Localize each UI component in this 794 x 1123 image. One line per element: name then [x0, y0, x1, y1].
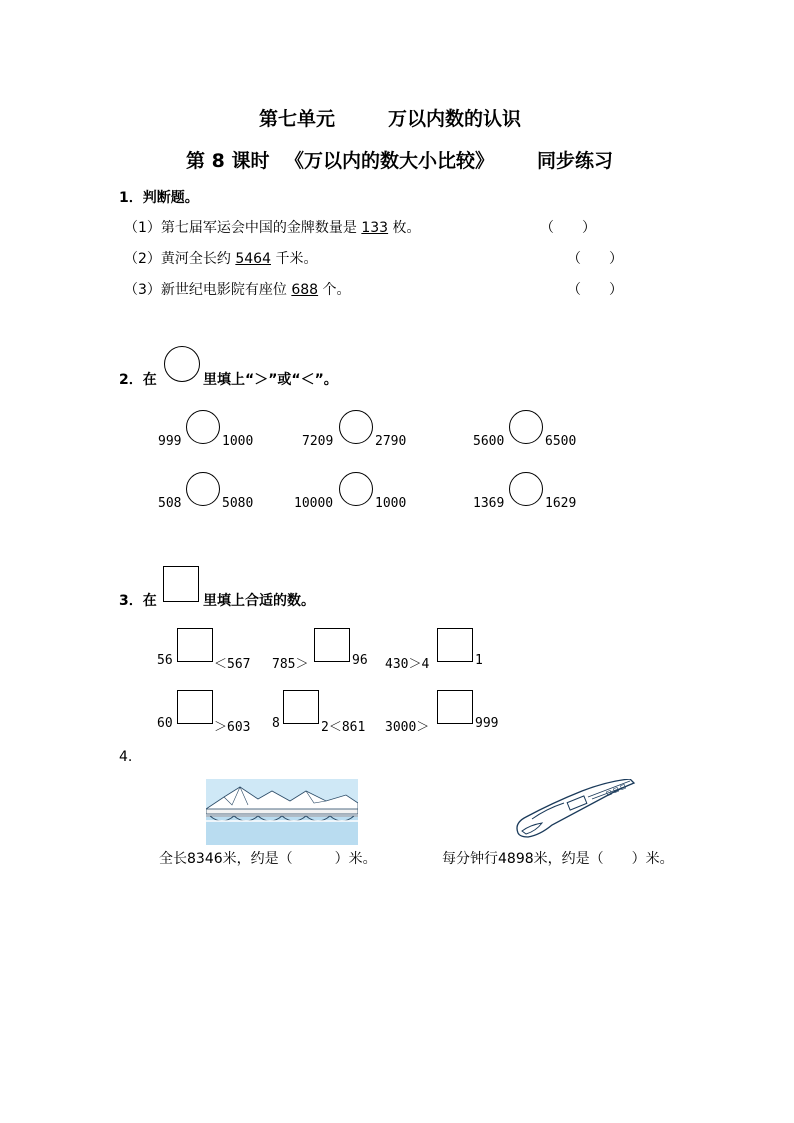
q3-item-5-a: 8 [272, 716, 280, 731]
q2-pair-6-right: 1629 [545, 496, 577, 511]
q2-pair-2-circle[interactable] [339, 410, 373, 444]
q3-heading-box-icon [163, 566, 199, 602]
q2-pair-1-left: 999 [158, 434, 182, 449]
q2-pair-6-circle[interactable] [509, 472, 543, 506]
q3-heading-post: 里填上合适的数。 [203, 593, 315, 609]
high-speed-train-illustration [512, 779, 636, 843]
q2-pair-4-circle[interactable] [186, 472, 220, 506]
q3-item-1-a: 56 [157, 653, 173, 668]
practice-title: 同步练习 [537, 150, 614, 172]
q2-pair-3-circle[interactable] [509, 410, 543, 444]
q4-label: 4. [119, 749, 133, 765]
q3-item-2-box[interactable] [314, 628, 350, 662]
q3-item-5-b: 2＜861 [321, 720, 366, 735]
q1-item-3-text: （3）新世纪电影院有座位 [124, 282, 292, 298]
q1-item-1-text: （1）第七届军运会中国的金牌数量是 [124, 220, 362, 236]
lesson-number: 第 8 课时 [186, 150, 270, 172]
q1-item-1 [124, 217, 421, 237]
q1-item-1-number: 133 [361, 220, 389, 236]
q1-item-2-text: （2）黄河全长约 [124, 251, 236, 267]
q3-item-4-box[interactable] [177, 690, 213, 724]
q2-heading-pre: 2．在 [119, 372, 157, 388]
lesson-name: 《万以内的数大小比较》 [285, 150, 495, 172]
q2-pair-4-left: 508 [158, 496, 182, 511]
q3-item-4-a: 60 [157, 716, 173, 731]
q3-item-2-a: 785＞ [272, 657, 309, 672]
q1-item-3-number: 688 [291, 282, 319, 298]
q1-item-1-unit: 枚。 [388, 220, 421, 236]
q3-item-4-b: ＞603 [214, 720, 251, 735]
q2-pair-5-circle[interactable] [339, 472, 373, 506]
q3-item-2-b: 96 [352, 653, 368, 668]
q3-item-1-b: ＜567 [214, 657, 251, 672]
q1-item-3 [124, 279, 351, 299]
q3-item-3-b: 1 [475, 653, 483, 668]
q3-item-6-b: 999 [475, 716, 499, 731]
topic-title: 万以内数的认识 [388, 108, 522, 130]
q3-item-5-box[interactable] [283, 690, 319, 724]
q1-item-3-unit: 个。 [318, 282, 351, 298]
q3-heading-pre: 3．在 [119, 593, 157, 609]
q1-item-2-number: 5464 [235, 251, 271, 267]
q3-item-6-box[interactable] [437, 690, 473, 724]
q2-heading-post: 里填上“＞”或“＜”。 [203, 372, 338, 388]
q1-item-2-unit: 千米。 [271, 251, 318, 267]
q3-item-6-a: 3000＞ [385, 720, 430, 735]
q4-left-question: 全长8346米，约是（ ）米。 [159, 851, 377, 867]
q2-pair-3-right: 6500 [545, 434, 577, 449]
q4-right-question: 每分钟行4898米，约是（ ）米。 [442, 851, 674, 867]
q3-item-1-box[interactable] [177, 628, 213, 662]
q1-answer-2[interactable]: （ ） [567, 251, 623, 267]
q2-pair-3-left: 5600 [473, 434, 505, 449]
q2-pair-2-left: 7209 [302, 434, 334, 449]
q1-item-2 [124, 248, 317, 268]
q3-item-3-box[interactable] [437, 628, 473, 662]
q2-pair-5-left: 10000 [294, 496, 334, 511]
unit-title: 第七单元 [259, 108, 336, 130]
q2-pair-1-right: 1000 [222, 434, 254, 449]
bridge-illustration [206, 779, 358, 845]
q1-answer-3[interactable]: （ ） [567, 282, 623, 298]
q1-heading: 1．判断题。 [119, 190, 199, 206]
q2-pair-2-right: 2790 [375, 434, 407, 449]
q2-pair-4-right: 5080 [222, 496, 254, 511]
q2-pair-1-circle[interactable] [186, 410, 220, 444]
q2-pair-6-left: 1369 [473, 496, 505, 511]
q3-item-3-a: 430＞4 [385, 657, 430, 672]
q1-answer-1[interactable]: （ ） [540, 220, 596, 236]
q2-pair-5-right: 1000 [375, 496, 407, 511]
q2-heading-circle-icon [164, 346, 200, 382]
